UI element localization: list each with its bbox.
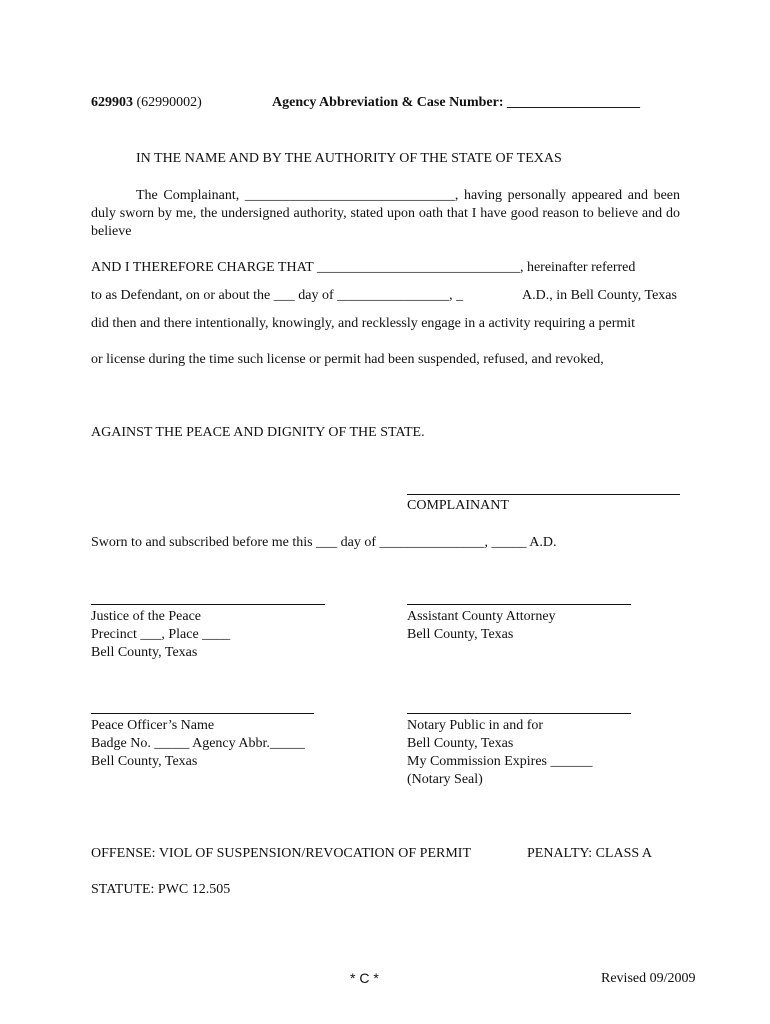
attorney-county: Bell County, Texas bbox=[407, 627, 514, 642]
against-peace-line: AGAINST THE PEACE AND DIGNITY OF THE STATE. bbox=[91, 425, 425, 440]
defendant-date-line: to as Defendant, on or about the ___ day of ________________, _ bbox=[91, 288, 464, 303]
notary-signature-line bbox=[407, 713, 631, 714]
offense-line: OFFENSE: VIOL OF SUSPENSION/REVOCATION OF PERMIT bbox=[91, 846, 471, 861]
complainant-paragraph: The Complainant, ______________________________, having personally appeared and been duly sworn by me, the undersigned authority, stated upon oath that I have good reason to believe and do believe bbox=[91, 188, 680, 239]
penalty-line: PENALTY: CLASS A bbox=[527, 846, 653, 861]
notary-commission: My Commission Expires ______ bbox=[407, 754, 593, 769]
attorney-signature-line bbox=[407, 604, 631, 605]
justice-title: Justice of the Peace bbox=[91, 609, 202, 624]
revised-date: Revised 09/2009 bbox=[601, 971, 696, 986]
notary-title: Notary Public in and for bbox=[407, 718, 544, 733]
sworn-line: Sworn to and subscribed before me this ___ day of _______________, _____ A.D. bbox=[91, 535, 557, 550]
notary-block bbox=[407, 717, 593, 789]
justice-block bbox=[91, 608, 230, 662]
justice-county: Bell County, Texas bbox=[91, 645, 198, 660]
officer-block bbox=[91, 717, 305, 771]
statute-line: STATUTE: PWC 12.505 bbox=[91, 882, 231, 897]
form-number-line bbox=[91, 95, 202, 111]
form-number: 629903 bbox=[91, 95, 133, 110]
county-line: A.D., in Bell County, Texas bbox=[522, 288, 677, 303]
agency-case-number-label: Agency Abbreviation & Case Number: ___________________ bbox=[272, 95, 641, 110]
officer-county: Bell County, Texas bbox=[91, 754, 198, 769]
charge-line: AND I THEREFORE CHARGE THAT _____________________________, hereinafter referred bbox=[91, 260, 636, 275]
justice-signature-line bbox=[91, 604, 325, 605]
complainant-signature-line bbox=[407, 494, 680, 495]
attorney-title: Assistant County Attorney bbox=[407, 609, 556, 624]
form-alt-number: (62990002) bbox=[136, 95, 202, 110]
officer-badge-line: Badge No. _____ Agency Abbr._____ bbox=[91, 736, 305, 751]
officer-signature-line bbox=[91, 713, 314, 714]
attorney-block bbox=[407, 608, 556, 644]
justice-precinct: Precinct ___, Place ____ bbox=[91, 627, 231, 642]
officer-name-label: Peace Officer’s Name bbox=[91, 718, 215, 733]
document-title: IN THE NAME AND BY THE AUTHORITY OF THE STATE OF TEXAS bbox=[136, 151, 562, 166]
offense-description-line-2: or license during the time such license or permit had been suspended, refused, and revoked, bbox=[91, 352, 604, 367]
notary-seal: (Notary Seal) bbox=[407, 772, 483, 787]
notary-county: Bell County, Texas bbox=[407, 736, 514, 751]
offense-description-line-1: did then and there intentionally, knowingly, and recklessly engage in a activity requiring a permit bbox=[91, 316, 636, 331]
footer-code: * C * bbox=[350, 970, 379, 986]
complainant-signature-label: COMPLAINANT bbox=[407, 498, 509, 513]
